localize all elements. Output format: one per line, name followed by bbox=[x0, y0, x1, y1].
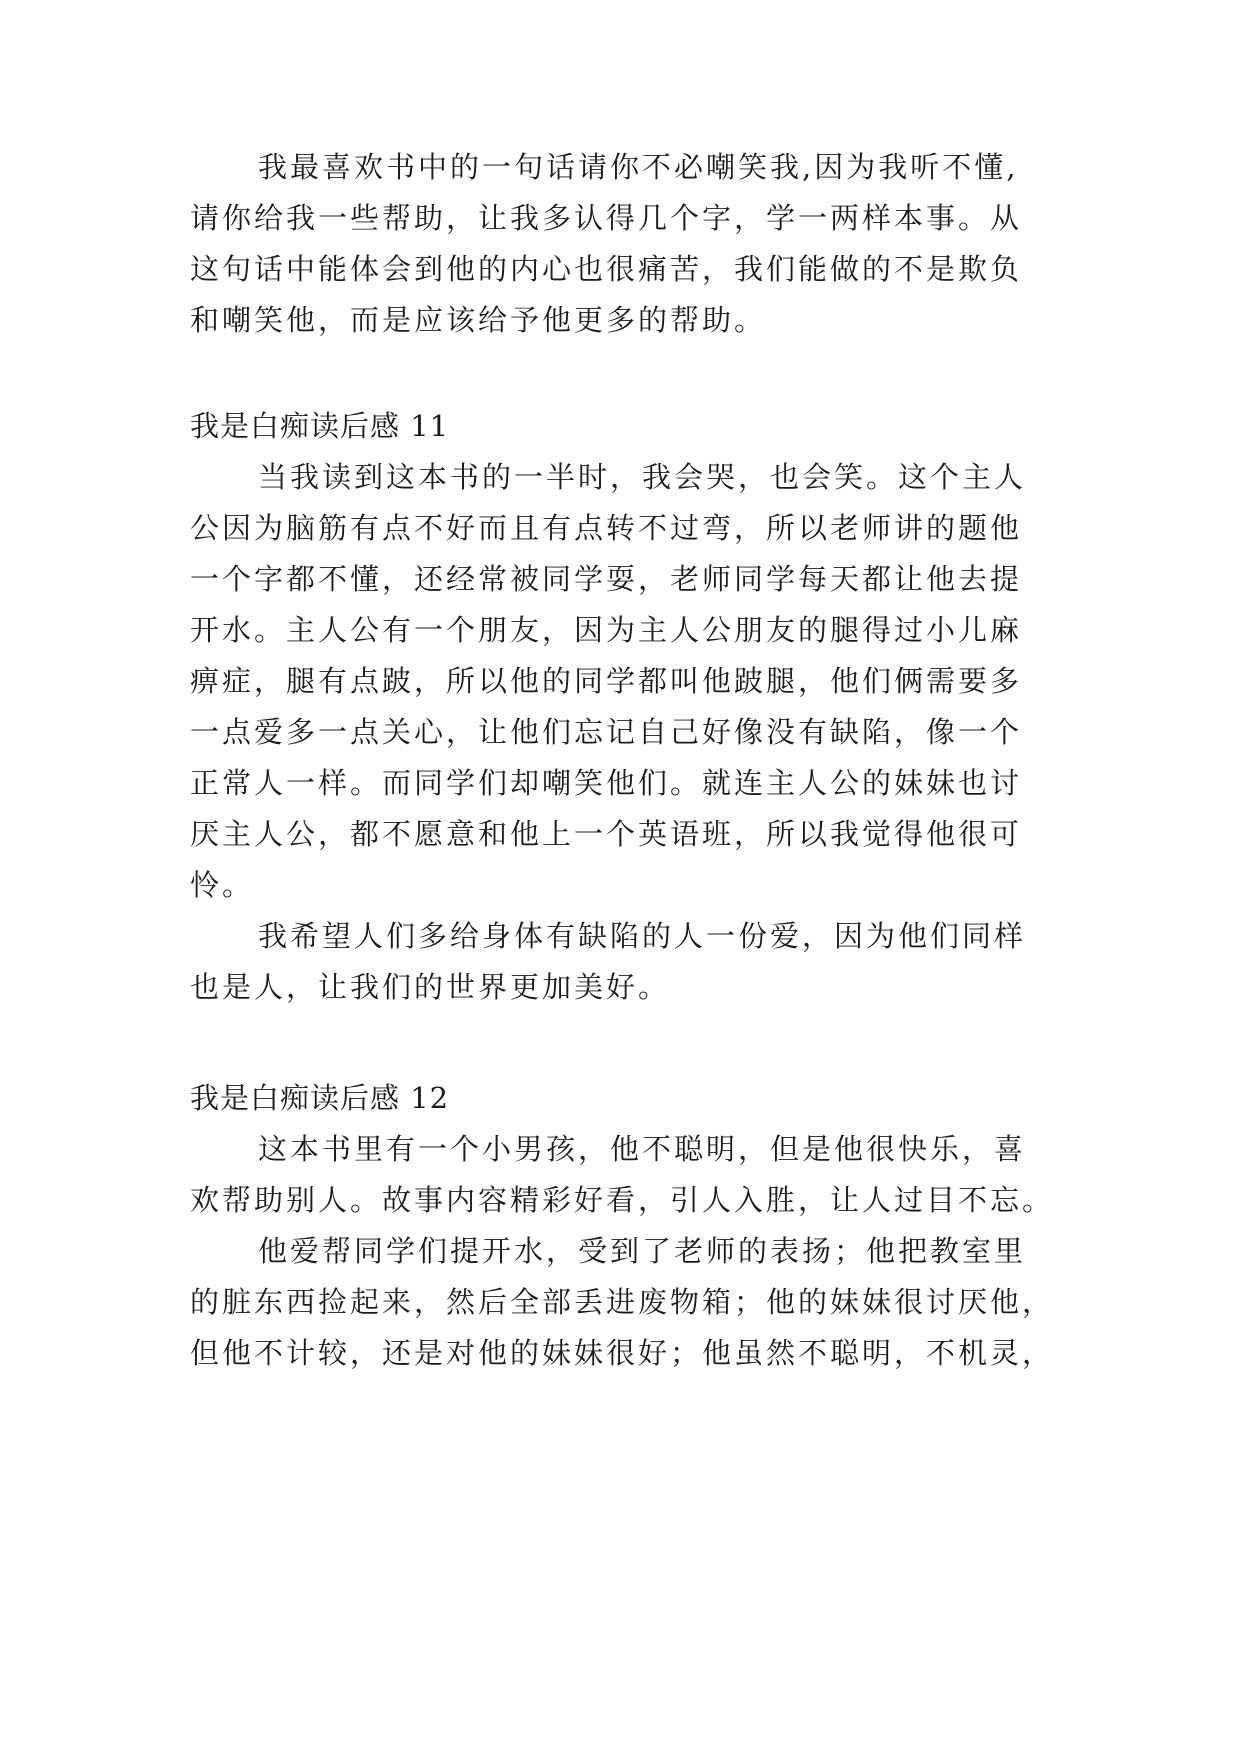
paragraph-line: 怜。 bbox=[190, 868, 255, 902]
paragraph-line: 我最喜欢书中的一句话请你不必嘲笑我,因为我听不懂, bbox=[258, 150, 1019, 184]
paragraph-line: 正常人一样。而同学们却嘲笑他们。就连主人公的妹妹也讨 bbox=[190, 766, 1023, 800]
paragraph-line: 他爱帮同学们提开水，受到了老师的表扬；他把教室里 bbox=[258, 1234, 1027, 1268]
paragraph-line: 的脏东西捡起来，然后全部丢进废物箱；他的妹妹很讨厌他， bbox=[190, 1285, 1055, 1319]
paragraph-line: 痹症，腿有点跛，所以他的同学都叫他跛腿，他们俩需要多 bbox=[190, 664, 1023, 698]
paragraph-line: 我希望人们多给身体有缺陷的人一份爱，因为他们同样 bbox=[258, 919, 1027, 953]
section-heading: 我是白痴读后感 12 bbox=[190, 1081, 450, 1115]
paragraph-line: 公因为脑筋有点不好而且有点转不过弯，所以老师讲的题他 bbox=[190, 511, 1023, 545]
paragraph-line: 一点爱多一点关心，让他们忘记自己好像没有缺陷，像一个 bbox=[190, 715, 1023, 749]
paragraph-line: 这句话中能体会到他的内心也很痛苦，我们能做的不是欺负 bbox=[190, 252, 1023, 286]
paragraph-line: 也是人，让我们的世界更加美好。 bbox=[190, 970, 671, 1004]
paragraph-line: 请你给我一些帮助，让我多认得几个字，学一两样本事。从 bbox=[190, 201, 1023, 235]
paragraph-line: 开水。主人公有一个朋友，因为主人公朋友的腿得过小儿麻 bbox=[190, 613, 1023, 647]
paragraph-line: 当我读到这本书的一半时，我会哭，也会笑。这个主人 bbox=[258, 460, 1027, 494]
paragraph-line: 和嘲笑他，而是应该给予他更多的帮助。 bbox=[190, 303, 767, 337]
paragraph-line: 这本书里有一个小男孩，他不聪明，但是他很快乐，喜 bbox=[258, 1132, 1027, 1166]
paragraph-line: 一个字都不懂，还经常被同学耍，老师同学每天都让他去提 bbox=[190, 562, 1023, 596]
paragraph-line: 但他不计较，还是对他的妹妹很好；他虽然不聪明，不机灵， bbox=[190, 1336, 1055, 1370]
section-heading: 我是白痴读后感 11 bbox=[190, 409, 450, 443]
paragraph-line: 欢帮助别人。故事内容精彩好看，引人入胜，让人过目不忘。 bbox=[190, 1183, 1055, 1217]
paragraph-line: 厌主人公，都不愿意和他上一个英语班，所以我觉得他很可 bbox=[190, 817, 1023, 851]
